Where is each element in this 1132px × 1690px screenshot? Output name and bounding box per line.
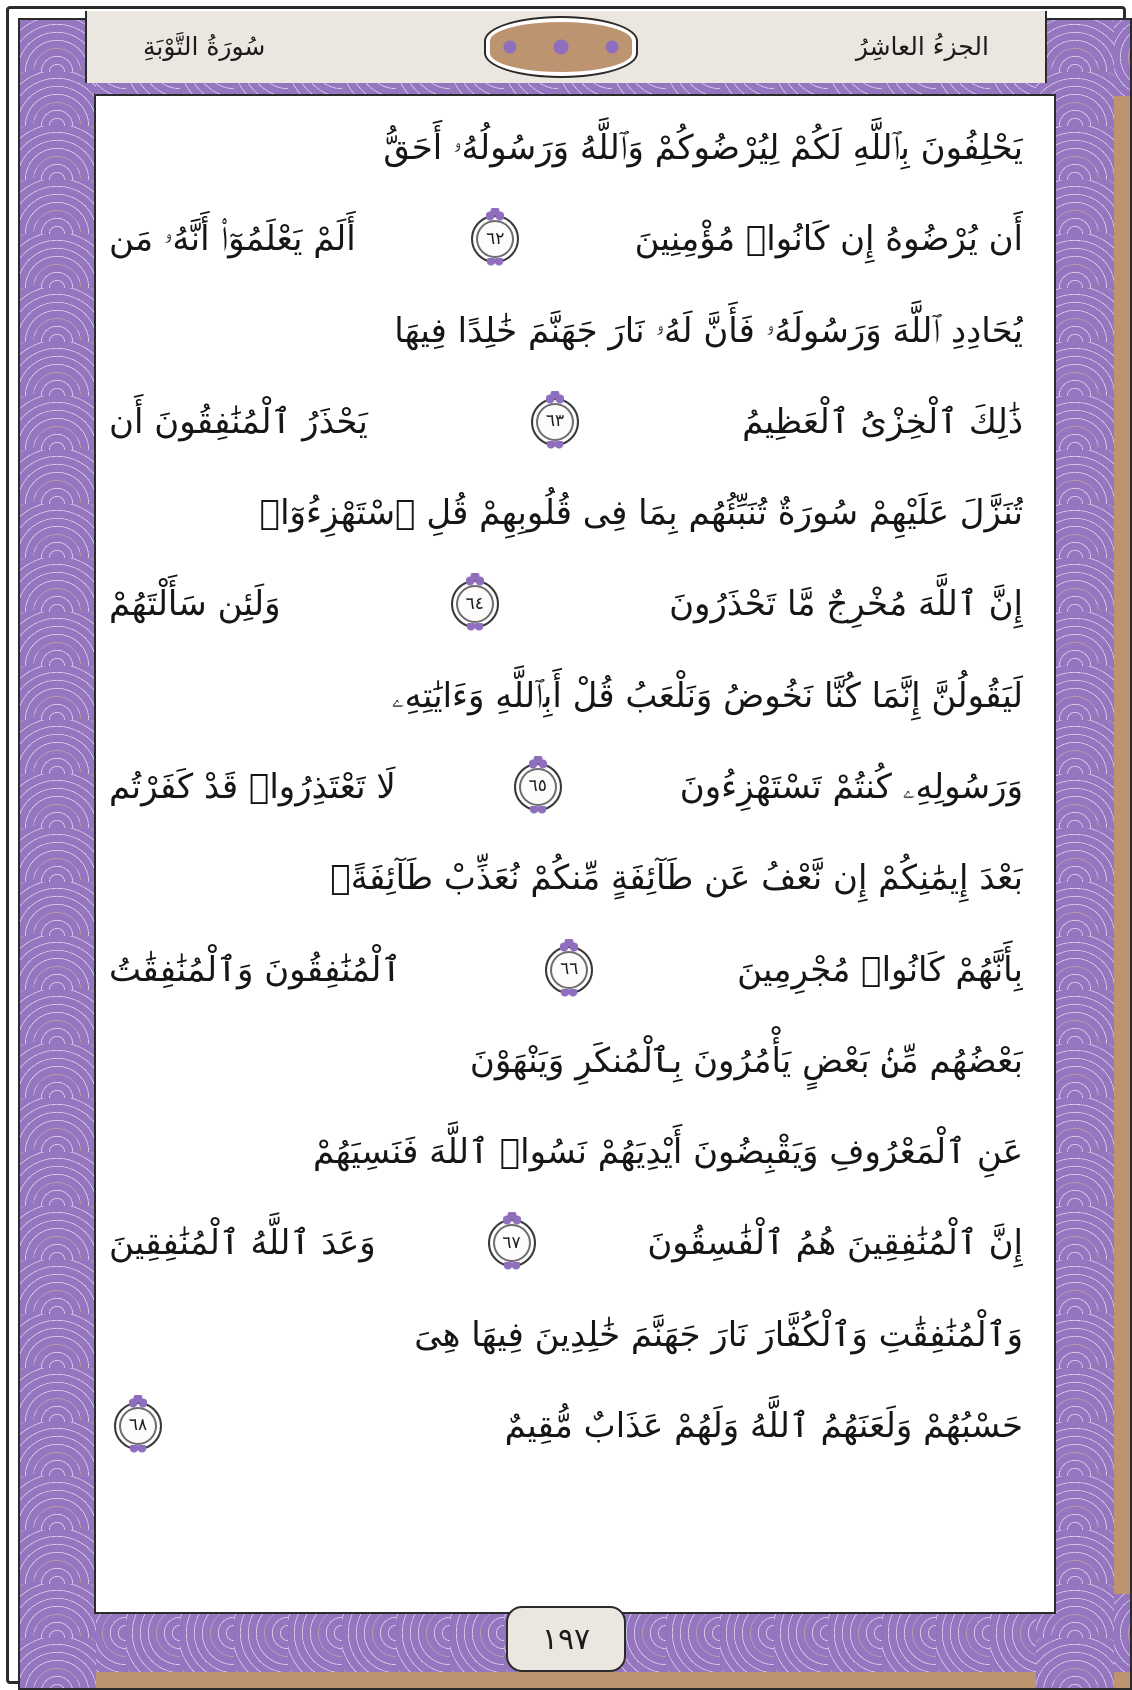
ayah-number-marker-icon: ٦٢ xyxy=(471,215,519,263)
ayah-text-continuation: يَحْذَرُ ٱلْمُنَٰفِقُونَ أَن xyxy=(109,401,368,442)
ayah-line xyxy=(109,469,1023,557)
ayah-line xyxy=(109,1199,1023,1287)
ayah-text: بَعْدَ إِيمَٰنِكُمْ إِن نَّعْفُ عَن طَآئِفَةٍ مِّنكُمْ نُعَذِّبْ طَآئِفَةًۢ xyxy=(330,858,1023,899)
ayah-text: وَرَسُولِهِۦ كُنتُمْ تَسْتَهْزِءُونَ xyxy=(679,766,1023,807)
ayah-text: بَعْضُهُم مِّنۢ بَعْضٍ يَأْمُرُونَ بِٱلْمُنكَرِ وَيَنْهَوْنَ xyxy=(469,1040,1023,1081)
ayah-text-continuation: أَلَمْ يَعْلَمُوٓا۟ أَنَّهُۥ مَن xyxy=(109,219,356,260)
ayah-line xyxy=(109,287,1023,375)
ayah-text: بِأَنَّهُمْ كَانُوا۟ مُجْرِمِينَ xyxy=(737,949,1023,990)
surah-title: سُورَةُ التَّوْبَةِ xyxy=(117,29,291,64)
ayah-number-marker-icon: ٦٣ xyxy=(531,398,579,446)
ayah-text: إِنَّ ٱللَّهَ مُخْرِجٌ مَّا تَحْذَرُونَ xyxy=(669,584,1023,625)
ayah-line xyxy=(109,652,1023,740)
ayah-line xyxy=(109,743,1023,831)
ayah-number-marker-icon: ٦٤ xyxy=(451,580,499,628)
ayah-number-marker-icon: ٦٥ xyxy=(514,763,562,811)
ayah-number-marker-icon: ٦٦ xyxy=(545,946,593,994)
ayah-text: ذَٰلِكَ ٱلْخِزْىُ ٱلْعَظِيمُ xyxy=(742,401,1023,442)
ayah-text: أَن يُرْضُوهُ إِن كَانُوا۟ مُؤْمِنِينَ xyxy=(634,219,1023,260)
ayah-line xyxy=(109,926,1023,1014)
ayah-line xyxy=(109,104,1023,192)
page-header xyxy=(85,11,1047,83)
ayah-text: إِنَّ ٱلْمُنَٰفِقِينَ هُمُ ٱلْفَٰسِقُونَ xyxy=(647,1223,1023,1264)
ayah-text-continuation: ٱلْمُنَٰفِقُونَ وَٱلْمُنَٰفِقَٰتُ xyxy=(109,949,402,990)
ayah-number-marker-icon: ٦٨ xyxy=(114,1402,162,1450)
ayah-text-continuation: لَا تَعْتَذِرُوا۟ قَدْ كَفَرْتُم xyxy=(109,766,396,807)
ayah-line xyxy=(109,195,1023,283)
ayah-text: تُنَزَّلَ عَلَيْهِمْ سُورَةٌ تُنَبِّئُهُم بِمَا فِى قُلُوبِهِمْ قُلِ ٱسْتَهْزِءُوٓا۟ xyxy=(259,493,1023,534)
header-medallion-icon xyxy=(484,16,638,78)
ayah-text: عَنِ ٱلْمَعْرُوفِ وَيَقْبِضُونَ أَيْدِيَهُمْ نَسُوا۟ ٱللَّهَ فَنَسِيَهُمْ xyxy=(312,1132,1023,1173)
ayah-text: لَيَقُولُنَّ إِنَّمَا كُنَّا نَخُوضُ وَنَلْعَبُ قُلْ أَبِٱللَّهِ وَءَايَٰتِهِۦ xyxy=(391,675,1023,716)
ayah-line xyxy=(109,1291,1023,1379)
ayah-line xyxy=(109,378,1023,466)
page-number: ١٩٧ xyxy=(506,1606,626,1672)
ayah-text-continuation: وَلَئِن سَأَلْتَهُمْ xyxy=(109,584,281,625)
ayah-text: يُحَادِدِ ٱللَّهَ وَرَسُولَهُۥ فَأَنَّ لَهُۥ نَارَ جَهَنَّمَ خَٰلِدًا فِيهَا xyxy=(394,310,1023,351)
ayah-line xyxy=(109,1108,1023,1196)
ayah-line xyxy=(109,1382,1023,1470)
ayah-line xyxy=(109,560,1023,648)
ayah-number-marker-icon: ٦٧ xyxy=(488,1219,536,1267)
juz-label: الجزءُ العاشِرُ xyxy=(830,29,1015,64)
mushaf-text-block xyxy=(95,100,1037,1480)
ayah-line xyxy=(109,834,1023,922)
border-strip-left xyxy=(18,18,96,1690)
ayah-text: وَٱلْمُنَٰفِقَٰتِ وَٱلْكُفَّارَ نَارَ جَهَنَّمَ خَٰلِدِينَ فِيهَا هِىَ xyxy=(414,1314,1023,1355)
ayah-text-continuation: وَعَدَ ٱللَّهُ ٱلْمُنَٰفِقِينَ xyxy=(109,1223,376,1264)
ayah-text: حَسْبُهُمْ وَلَعَنَهُمُ ٱللَّهُ وَلَهُمْ عَذَابٌ مُّقِيمٌ xyxy=(504,1405,1023,1446)
ayah-line xyxy=(109,1017,1023,1105)
ayah-text: يَحْلِفُونَ بِٱللَّهِ لَكُمْ لِيُرْضُوكُمْ وَٱللَّهُ وَرَسُولُهُۥ أَحَقُّ xyxy=(383,128,1023,168)
